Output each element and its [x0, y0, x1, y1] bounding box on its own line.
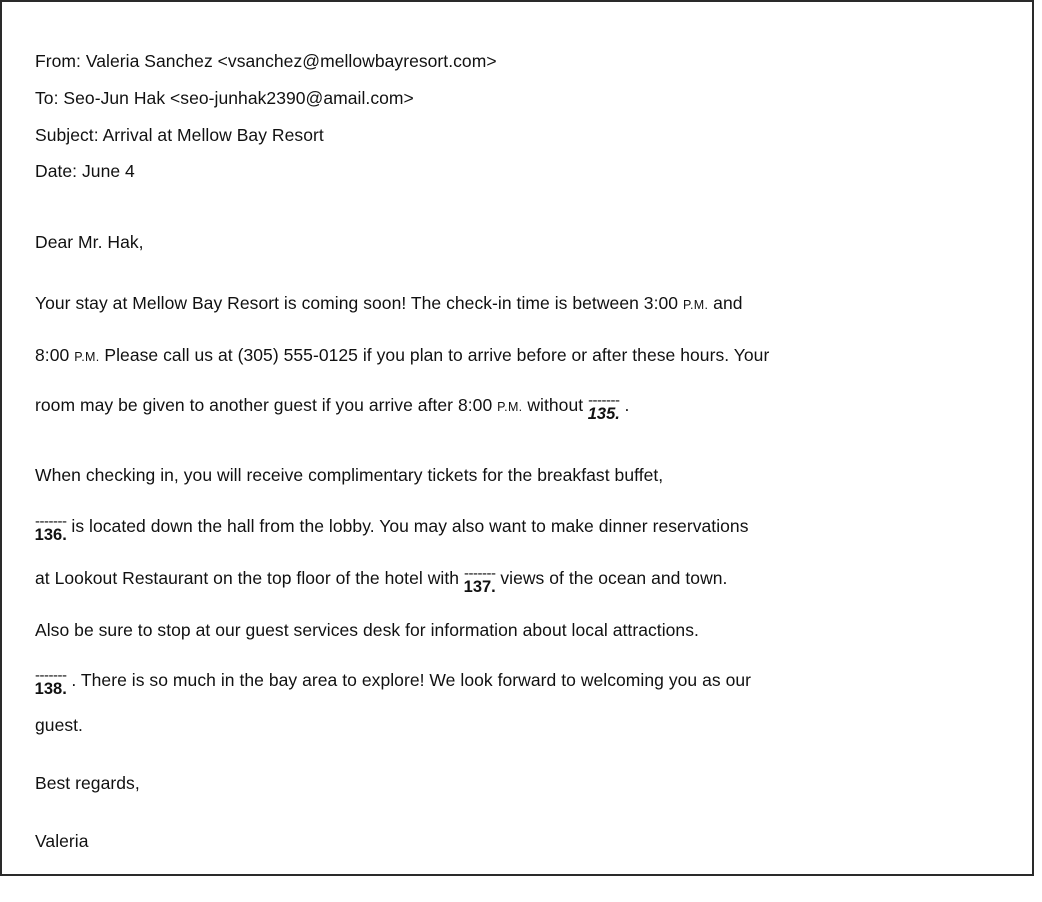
- para2-line4: Also be sure to stop at our guest services desk for information about local attractions.: [35, 620, 699, 640]
- para1-line2: 8:00 P.M. Please call us at (305) 555-0125 if you plan to arrive before or after these hours. Your: [35, 345, 770, 365]
- para2-line5: ------- 138. . There is so much in the bay area to explore! We look forward to welcoming you as our: [34, 667, 752, 698]
- to-line: To: Seo-Jun Hak <seo-junhak2390@amail.com>: [35, 88, 414, 108]
- question-number-137: 137.: [463, 578, 496, 596]
- blank-135: ------- 135.: [587, 392, 620, 423]
- blank-136: ------- 136.: [34, 513, 67, 544]
- para2-line3: at Lookout Restaurant on the top floor of the hotel with ------- 137. views of the ocean and town.: [35, 565, 728, 596]
- subject-line: Subject: Arrival at Mellow Bay Resort: [35, 125, 324, 145]
- blank-138: ------- 138.: [34, 667, 67, 698]
- from-line: From: Valeria Sanchez <vsanchez@mellowbayresort.com>: [35, 51, 497, 71]
- pm-abbrev: P.M.: [682, 298, 709, 312]
- para2-line6: guest.: [35, 715, 83, 735]
- question-number-135: 135.: [587, 405, 620, 423]
- para1-line1: Your stay at Mellow Bay Resort is coming soon! The check-in time is between 3:00 P.M. and: [35, 293, 743, 313]
- blank-137: ------- 137.: [463, 565, 496, 596]
- question-number-136: 136.: [34, 526, 67, 544]
- para2-line1: When checking in, you will receive complimentary tickets for the breakfast buffet,: [35, 465, 664, 485]
- para2-line2: ------- 136. is located down the hall from the lobby. You may also want to make dinner reservations: [34, 513, 749, 544]
- greeting: Dear Mr. Hak,: [35, 232, 144, 252]
- pm-abbrev: P.M.: [497, 400, 523, 414]
- signature: Valeria: [35, 831, 89, 851]
- pm-abbrev: P.M.: [74, 350, 100, 364]
- para1-line3: room may be given to another guest if you arrive after 8:00 P.M. without ------- 135. .: [35, 392, 630, 423]
- question-number-138: 138.: [34, 680, 67, 698]
- closing: Best regards,: [35, 773, 140, 793]
- date-line: Date: June 4: [35, 161, 135, 181]
